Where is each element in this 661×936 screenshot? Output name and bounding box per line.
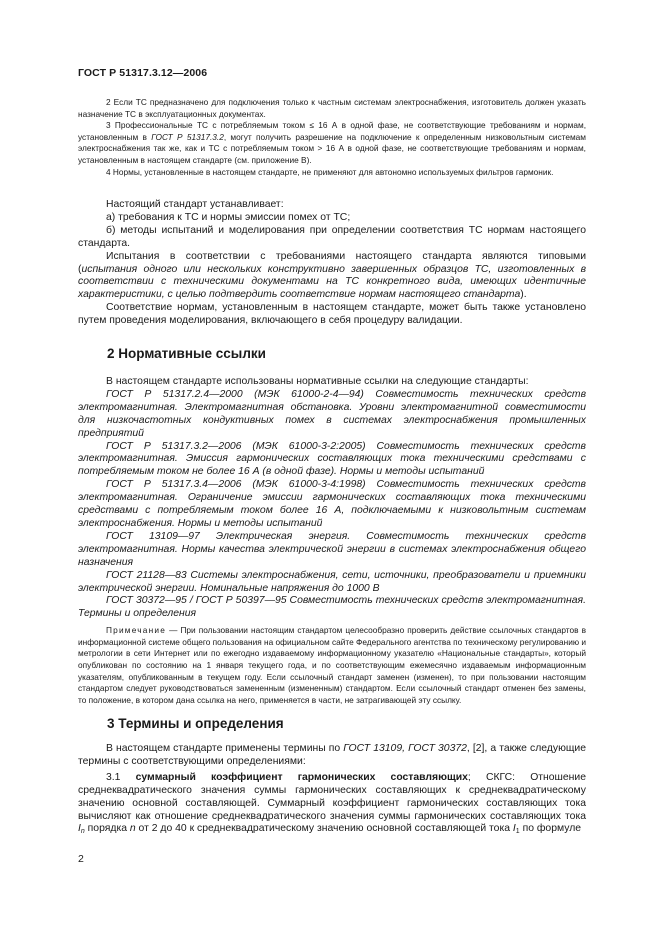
page-number: 2 bbox=[78, 853, 84, 865]
section-2-note: Примечание — При пользовании настоящим стандартом целесообразно проверить действие ссылочных стандартов в информационной системе общего пользования на официальном сайте Федерального агентства по техническому регулированию и метрологии в сети Интернет или по ежегодно издаваемому информационному указателю «Национальные стандарты», который опубликован по состоянию на 1 января текущего года, и по соответствующим ежемесячно издаваемым информационным указателям, опубликованным в текущем году. Если ссылочный стандарт заменен (изменен), то при пользовании настоящим стандартом следует руководствоваться замененным (измененным) стандартом. Если ссылочный стандарт отменен без замены, то положение, в котором дана ссылка на него, применяется в части, не затрагивающей эту ссылку. bbox=[78, 625, 586, 705]
section-3-title: 3 Термины и определения bbox=[107, 716, 284, 731]
section-2-body bbox=[78, 376, 586, 706]
notes-block bbox=[78, 97, 586, 178]
section-2-lead: В настоящем стандарте использованы нормативные ссылки на следующие стандарты: bbox=[106, 376, 529, 387]
intro-tests: Испытания в соответствии с требованиями настоящего стандарта являются типовыми (испытания одного или нескольких конструктивно завершенных образцов ТС, изготовленных в соответствии с техническими документами на ТС конкретного вида, имеющих идентичные характеристики, с целью подтвердить соответствие нормам настоящего стандарта). bbox=[78, 250, 586, 301]
intro-compliance: Соответствие нормам, установленным в настоящем стандарте, может быть также установлено путем проведения моделирования, включающего в себя процедуру валидации. bbox=[78, 302, 586, 327]
intro-block bbox=[78, 199, 586, 328]
reference-item: ГОСТ 21128—83 Системы электроснабжения, сети, источники, преобразователи и приемники электрической энергии. Номинальные напряжения до 1000 В bbox=[78, 569, 586, 594]
section-3-lead: В настоящем стандарте применены термины по ГОСТ 13109, ГОСТ 30372, [2], а также следующие термины с соответствующими определениями: bbox=[78, 743, 586, 767]
note-3-ref: ГОСТ Р 51317.3.2 bbox=[151, 131, 224, 142]
section-2-title: 2 Нормативные ссылки bbox=[107, 346, 266, 361]
intro-item-b: б) методы испытаний и моделирования при определении соответствия ТС нормам настоящего стандарта. bbox=[78, 224, 586, 249]
document-header: ГОСТ Р 51317.3.12—2006 bbox=[78, 67, 208, 79]
definition-term: суммарный коэффициент гармонических составляющих bbox=[135, 771, 468, 783]
section-3-body bbox=[78, 743, 586, 839]
reference-item: ГОСТ Р 51317.3.4—2006 (МЭК 61000-3-4:1998) Совместимость технических средств электромагнитная. Ограничение эмиссии гармонических составляющих тока техническими средствами с потребляемым током более 16 А, подключаемыми к низковольтным системам электроснабжения. Нормы и методы испытаний bbox=[78, 479, 586, 529]
note-3: 3 Профессиональные ТС с потребляемым током ≤ 16 А в одной фазе, не соответствующие требованиям и нормам, установленным в ГОСТ Р 51317.3.2, могут получить разрешение на подключение к определенным низковольтным системам электроснабжения так же, как и ТС с потребляемым током > 16 А в одной фазе, не соответствующие требованиям и нормам, установленным в настоящем стандарте (см. приложение В). bbox=[78, 120, 587, 165]
definition-3-1: 3.1 суммарный коэффициент гармонических составляющих; СКГС: Отношение среднеквадратического значения суммы гармонических составляющих к среднеквадратическому значению основной составляющей. Суммарный коэффициент гармонических составляющих тока вычисляют как отношение среднеквадратического значения суммы гармонических составляющих тока $I_n$ порядка n от 2 до 40 к среднеквадратическому значению основной составляющей тока $I_1$ по формуле bbox=[78, 771, 586, 836]
note-4: 4 Нормы, установленные в настоящем стандарте, не применяют для автономно используемых фильтров гармоник. bbox=[106, 166, 554, 177]
reference-item: ГОСТ 13109—97 Электрическая энергия. Совместимость технических средств электромагнитная. Нормы качества электрической энергии в системах электроснабжения общего назначения bbox=[78, 530, 586, 568]
symbol-i: I bbox=[78, 823, 81, 835]
note-label: Примечание bbox=[106, 625, 167, 636]
reference-item: ГОСТ 30372—95 / ГОСТ Р 50397—95 Совместимость технических средств электромагнитная. Термины и определения bbox=[78, 595, 586, 620]
reference-item: ГОСТ Р 51317.3.2—2006 (МЭК 61000-3-2:2005) Совместимость технических средств электромагнитная. Эмиссия гармонических составляющих тока техническими средствами с потребляемым током не более 16 А (в одной фазе). Нормы и методы испытаний bbox=[78, 440, 586, 478]
intro-item-a: а) требования к ТС и нормы эмиссии помех от ТС; bbox=[106, 211, 351, 223]
intro-establishes: Настоящий стандарт устанавливает: bbox=[106, 199, 284, 210]
note-2: 2 Если ТС предназначено для подключения только к частным системам электроснабжения, изготовитель должен указать назначение ТС в эксплуатационных документах. bbox=[78, 97, 586, 119]
symbol-i: I bbox=[512, 823, 516, 835]
reference-item: ГОСТ Р 51317.2.4—2000 (МЭК 61000-2-4—94) Совместимость технических средств электромагнитная. Электромагнитная обстановка. Уровни электромагнитной совместимости для низкочастотных кондуктивных помех в системах электроснабжения промышленных предприятий bbox=[78, 388, 586, 439]
